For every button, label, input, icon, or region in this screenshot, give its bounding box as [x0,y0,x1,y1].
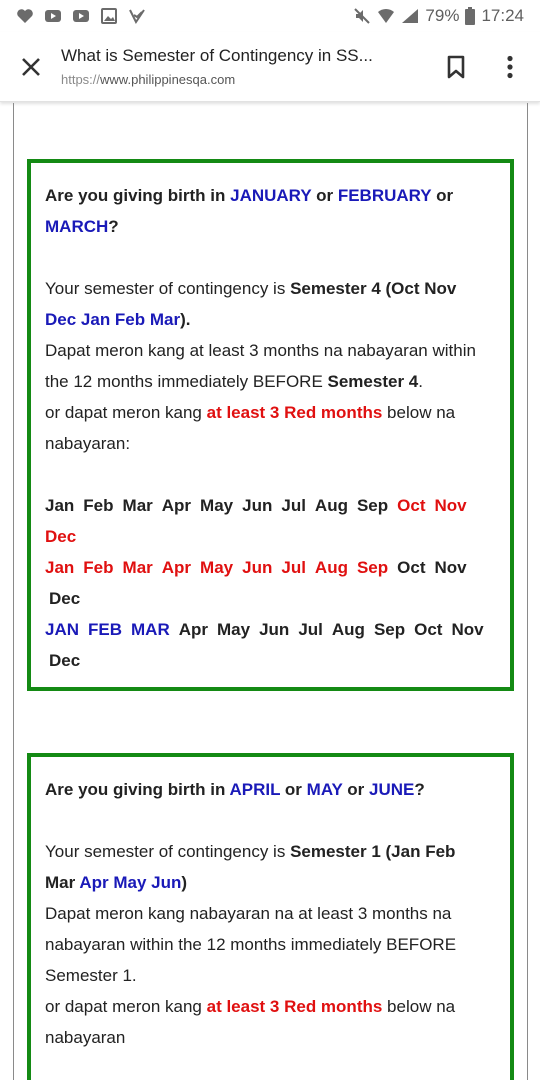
box1-question: Are you giving birth in JANUARY or FEBRUARY or [45,186,454,205]
battery-percent: 79% [425,6,460,25]
box1-requirement-line1: Dapat meron kang at least 3 months na nabayaran within [45,341,476,360]
box1-semester-text-line2: Dec Jan Feb Mar). [45,310,191,329]
notification-icons [16,8,146,24]
check-icon [128,8,146,24]
box1-red-months-text-line2: nabayaran: [45,434,131,453]
bookmark-button[interactable] [440,50,472,84]
battery-icon [465,7,475,25]
mute-icon [353,8,371,24]
url-scheme: https:// [61,72,101,87]
box1-red-months-text: or dapat meron kang at least 3 Red months below na [45,403,456,422]
bookmark-icon [446,55,466,79]
url-host: www.philippinesqa.com [100,72,236,87]
box2-semester-text-line2: Mar Apr May Jun) [45,873,188,892]
month-row-1-cont: Dec [45,527,77,546]
box1-requirement-line2: the 12 months immediately BEFORE Semester 4. [45,372,423,391]
page-title: What is Semester of Contingency in SS... [61,46,373,65]
more-options-button[interactable] [496,50,524,84]
month-row-3-cont: Dec [49,651,81,670]
box2-requirement-line3: Semester 1. [45,966,137,985]
month-row-2-cont: Dec [49,589,81,608]
image-icon [100,8,118,24]
month-row-3: JAN FEB MAR Apr May Jun Jul Aug Sep Oct Nov [45,620,484,639]
system-icons [353,6,524,26]
close-button[interactable] [14,50,48,84]
box2-red-months-text-line2: nabayaran [45,1028,126,1047]
page-url [61,72,235,87]
custom-tab-header [0,32,540,102]
youtube-icon [72,8,90,24]
month-row-1: Jan Feb Mar Apr May Jun Jul Aug Sep Oct Nov [45,496,467,515]
close-icon [21,57,41,77]
more-vert-icon [506,55,514,79]
box2-red-months-text: or dapat meron kang at least 3 Red months below na [45,997,456,1016]
wifi-icon [377,8,395,24]
signal-icon [401,8,419,24]
heart-icon [16,8,34,24]
clock: 17:24 [481,6,524,25]
youtube-icon [44,8,62,24]
box2-requirement-line2: nabayaran within the 12 months immediately BEFORE [45,935,457,954]
info-box-jan-feb-mar [27,159,514,691]
box2-requirement-line1: Dapat meron kang nabayaran na at least 3 months na [45,904,452,923]
box2-semester-text: Your semester of contingency is Semester 1 (Jan Feb [45,842,456,861]
box1-question-line2: MARCH? [45,217,119,236]
box1-semester-text: Your semester of contingency is Semester 4 (Oct Nov [45,279,457,298]
status-bar [0,0,540,32]
month-row-2: Jan Feb Mar Apr May Jun Jul Aug Sep Oct Nov [45,558,467,577]
box2-question: Are you giving birth in APRIL or MAY or JUNE? [45,780,425,799]
info-box-apr-may-jun [27,753,514,1080]
